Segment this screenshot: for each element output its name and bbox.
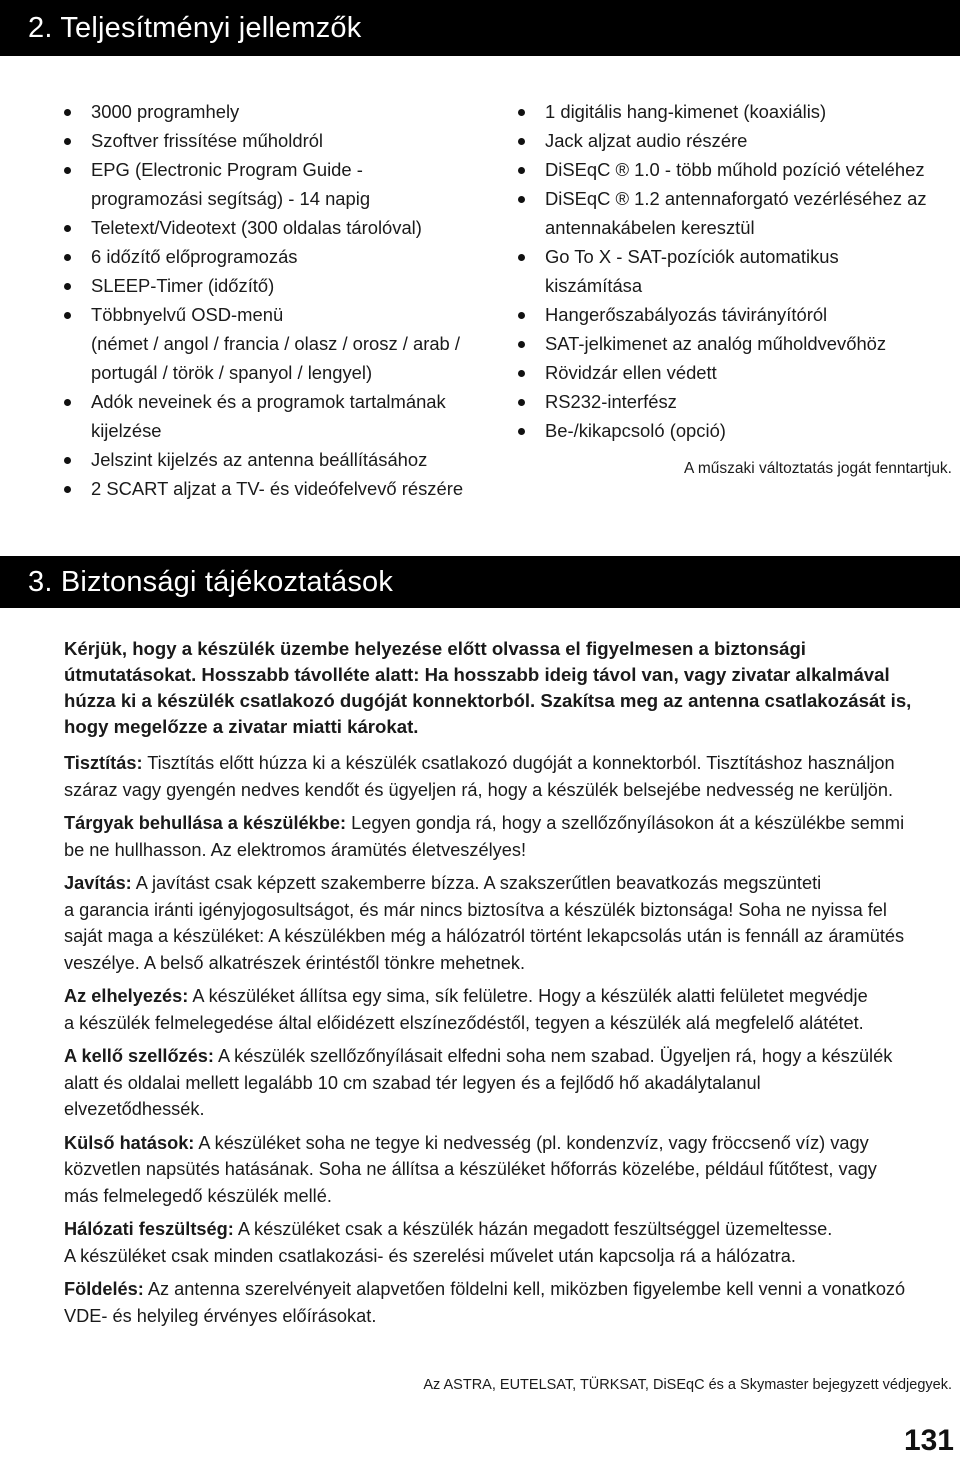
feature-text: SAT-jelkimenet az analóg műholdvevőhöz — [545, 333, 887, 354]
paragraph-text: A készüléket csak minden csatlakozási- és szerelési művelet után kapcsolja rá a hálózatra. — [64, 1245, 796, 1266]
paragraph-label: A kellő szellőzés: — [64, 1046, 214, 1066]
feature-text: Rövidzár ellen védett — [545, 362, 717, 383]
bullet-icon — [518, 370, 525, 377]
feature-item — [64, 474, 524, 503]
feature-text: 2 SCART aljzat a TV- és videófelvevő részére — [91, 478, 464, 499]
paragraph-line — [64, 923, 949, 950]
feature-text: (német / angol / francia / olasz / orosz / arab / — [91, 333, 461, 354]
feature-item — [518, 387, 960, 416]
bullet-icon — [64, 225, 71, 232]
features-left-column — [64, 97, 524, 503]
section-3-title: 3. Biztonsági tájékoztatások — [28, 565, 394, 598]
paragraph-label: Földelés: — [64, 1279, 144, 1299]
paragraph-text: a garancia iránti igényjogosultságot, és már nincs biztosítva a készülék biztonsága! Soha ne nyissa fel — [64, 899, 887, 920]
bullet-icon — [518, 109, 525, 116]
paragraph-line — [64, 1070, 949, 1097]
paragraph-label: Javítás: — [64, 873, 132, 893]
paragraph-line — [64, 1096, 949, 1123]
bullet-icon — [64, 109, 71, 116]
feature-text: kiszámítása — [545, 275, 643, 296]
bullet-icon — [64, 457, 71, 464]
features-left-list — [64, 97, 524, 503]
feature-item — [518, 329, 960, 358]
paragraph-line — [64, 897, 949, 924]
feature-text: 1 digitális hang-kimenet (koaxiális) — [545, 101, 827, 122]
section-2-title: 2. Teljesítményi jellemzők — [28, 11, 362, 44]
paragraph-text: A javítást csak képzett szakemberre bízza. A szakszerűtlen beavatkozás megszünteti — [131, 873, 822, 893]
bullet-icon — [64, 283, 71, 290]
paragraph-line — [64, 870, 949, 897]
bullet-icon — [64, 486, 71, 493]
bullet-icon — [518, 428, 525, 435]
feature-item — [64, 271, 524, 300]
intro-line: húzza ki a készülék csatlakozó dugóját konnektorból. Szakítsa meg az antenna csatlakozását is, — [64, 690, 912, 711]
paragraph-line — [64, 1216, 949, 1243]
bullet-icon — [64, 399, 71, 406]
technical-change-disclaimer: A műszaki változtatás jogát fenntartjuk. — [684, 460, 952, 477]
safety-paragraph — [64, 983, 949, 1036]
feature-item — [518, 416, 960, 445]
feature-item — [518, 184, 960, 242]
features-right-list — [518, 97, 960, 445]
paragraph-text: veszélye. A belső alkatrészek érintéstől tönkre mehetnek. — [64, 952, 525, 973]
bullet-icon — [518, 196, 525, 203]
paragraph-label: Hálózati feszültség: — [64, 1219, 234, 1239]
feature-text: 6 időzítő előprogramozás — [91, 246, 298, 267]
paragraph-text: száraz vagy gyengén nedves kendőt és ügyeljen rá, hogy a készülék belsejébe nedvesség ne kerüljön. — [64, 779, 894, 800]
feature-item — [64, 155, 524, 213]
safety-information — [64, 636, 949, 1336]
bullet-icon — [518, 138, 525, 145]
feature-text: Teletext/Videotext (300 oldalas tárolóval) — [91, 217, 422, 238]
paragraph-text: Az antenna szerelvényeit alapvetően földelni kell, miközben figyelembe kell venni a vonatkozó — [143, 1279, 906, 1299]
intro-line: hogy megelőzze a zivatar miatti károkat. — [64, 716, 419, 737]
paragraph-text: a készülék felmelegedése által előidézett elszíneződéstől, tegyen a készülék alá megfelelő alátétet. — [64, 1012, 864, 1033]
features-right-column — [518, 97, 960, 445]
feature-item — [64, 213, 524, 242]
paragraph-text: A készüléket állítsa egy sima, sík felületre. Hogy a készülék alatti felületet megvédje — [188, 986, 868, 1006]
paragraph-text: Tisztítás előtt húzza ki a készülék csatlakozó dugóját a konnektorból. Tisztításhoz használjon — [142, 753, 895, 773]
feature-item — [64, 97, 524, 126]
paragraph-text: be ne hullhasson. Az elektromos áramütés életveszélyes! — [64, 839, 527, 860]
bullet-icon — [64, 167, 71, 174]
paragraph-text: VDE- és helyileg érvényes előírásokat. — [64, 1305, 377, 1326]
bullet-icon — [518, 341, 525, 348]
feature-text: Jelszint kijelzés az antenna beállításához — [91, 449, 428, 470]
safety-paragraph — [64, 750, 949, 803]
feature-item — [64, 445, 524, 474]
feature-item — [64, 300, 524, 387]
feature-item — [518, 358, 960, 387]
paragraph-text: A készüléket csak a készülék házán megadott feszültséggel üzemeltesse. — [233, 1219, 833, 1239]
paragraph-line — [64, 777, 949, 804]
page-number: 131 — [903, 1424, 954, 1457]
feature-text: 3000 programhely — [91, 101, 240, 122]
paragraph-label: Külső hatások: — [64, 1132, 195, 1153]
paragraph-line — [64, 810, 949, 837]
feature-item — [518, 300, 960, 329]
paragraph-label: Tisztítás: — [64, 753, 143, 773]
paragraph-line — [64, 1010, 949, 1037]
paragraph-line — [64, 1130, 949, 1157]
intro-line: Kérjük, hogy a készülék üzembe helyezése előtt olvassa el figyelmesen a biztonsági — [64, 638, 806, 659]
paragraph-line — [64, 1183, 949, 1210]
paragraph-label: Tárgyak behullása a készülékbe: — [64, 813, 347, 833]
trademark-notice: Az ASTRA, EUTELSAT, TÜRKSAT, DiSEqC és a Skymaster bejegyzett védjegyek. — [423, 1377, 952, 1393]
paragraph-text: közvetlen napsütés hatásának. Soha ne állítsa a készüléket hőforrás közelébe, például fűtőtest, vagy — [64, 1159, 877, 1179]
bullet-icon — [64, 254, 71, 261]
safety-paragraph — [64, 1216, 949, 1269]
safety-paragraph — [64, 870, 949, 976]
feature-text: Többnyelvű OSD-menü — [91, 304, 284, 325]
feature-text: Go To X - SAT-pozíciók automatikus — [545, 246, 839, 267]
feature-text: SLEEP-Timer (időzítő) — [91, 275, 275, 296]
paragraph-text: A készülék szellőzőnyílásait elfedni soha nem szabad. Ügyeljen rá, hogy a készülék — [213, 1046, 893, 1066]
feature-text: antennakábelen keresztül — [545, 217, 755, 238]
section-3-header — [0, 556, 960, 608]
section-2-header — [0, 0, 960, 56]
feature-item — [64, 387, 524, 445]
intro-line: útmutatásokat. Hosszabb távolléte alatt: Ha hosszabb ideig távol van, vagy zivatar alkalmával — [64, 664, 890, 685]
feature-text: Be-/kikapcsoló (opció) — [545, 420, 726, 441]
paragraph-line — [64, 1303, 949, 1330]
paragraph-text: Legyen gondja rá, hogy a szellőzőnyílásokon át a készülékbe semmi — [346, 813, 905, 833]
paragraph-line — [64, 1156, 949, 1183]
feature-text: RS232-interfész — [545, 391, 677, 412]
bullet-icon — [518, 167, 525, 174]
feature-text: programozási segítság) - 14 napig — [91, 188, 371, 209]
feature-text: Hangerőszabályozás távirányítóról — [545, 304, 828, 325]
paragraph-line — [64, 750, 949, 777]
bullet-icon — [64, 138, 71, 145]
paragraph-label: Az elhelyezés: — [64, 986, 189, 1006]
safety-intro — [64, 636, 949, 740]
paragraph-text: A készüléket soha ne tegye ki nedvesség (pl. kondenzvíz, vagy fröccsenő víz) vagy — [194, 1132, 869, 1153]
paragraph-line — [64, 837, 949, 864]
paragraph-text: elvezetődhessék. — [64, 1099, 205, 1119]
bullet-icon — [518, 254, 525, 261]
paragraph-line — [64, 950, 949, 977]
feature-text: Jack aljzat audio részére — [545, 130, 748, 151]
safety-paragraphs — [64, 750, 949, 1329]
safety-paragraph — [64, 1276, 949, 1329]
bullet-icon — [518, 312, 525, 319]
bullet-icon — [64, 312, 71, 319]
safety-paragraph — [64, 810, 949, 863]
feature-item — [518, 155, 960, 184]
paragraph-line — [64, 1243, 949, 1270]
paragraph-text: alatt és oldalai mellett legalább 10 cm szabad tér legyen és a fejlődő hő akadálytalanul — [64, 1072, 761, 1093]
feature-item — [64, 126, 524, 155]
feature-item — [518, 126, 960, 155]
feature-item — [518, 242, 960, 300]
paragraph-text: más felmelegedő készülék mellé. — [64, 1185, 332, 1206]
paragraph-line — [64, 1043, 949, 1070]
feature-item — [64, 242, 524, 271]
paragraph-line — [64, 1276, 949, 1303]
paragraph-line — [64, 983, 949, 1010]
safety-paragraph — [64, 1130, 949, 1210]
paragraph-text: saját maga a készüléket: A készülékben még a hálózatról történt lekapcsolás után is fennáll az áramütés — [64, 926, 905, 946]
feature-text: Szoftver frissítése műholdról — [91, 130, 324, 151]
bullet-icon — [518, 399, 525, 406]
feature-text: DiSEqC ® 1.2 antennaforgató vezérléséhez az — [545, 188, 927, 209]
feature-text: Adók neveinek és a programok tartalmának — [91, 391, 446, 412]
feature-text: kijelzése — [91, 420, 162, 441]
safety-paragraph — [64, 1043, 949, 1123]
feature-text: DiSEqC ® 1.0 - több műhold pozíció vételéhez — [545, 159, 925, 180]
feature-item — [518, 97, 960, 126]
feature-text: portugál / török / spanyol / lengyel) — [91, 362, 373, 383]
feature-text: EPG (Electronic Program Guide - — [91, 159, 363, 180]
